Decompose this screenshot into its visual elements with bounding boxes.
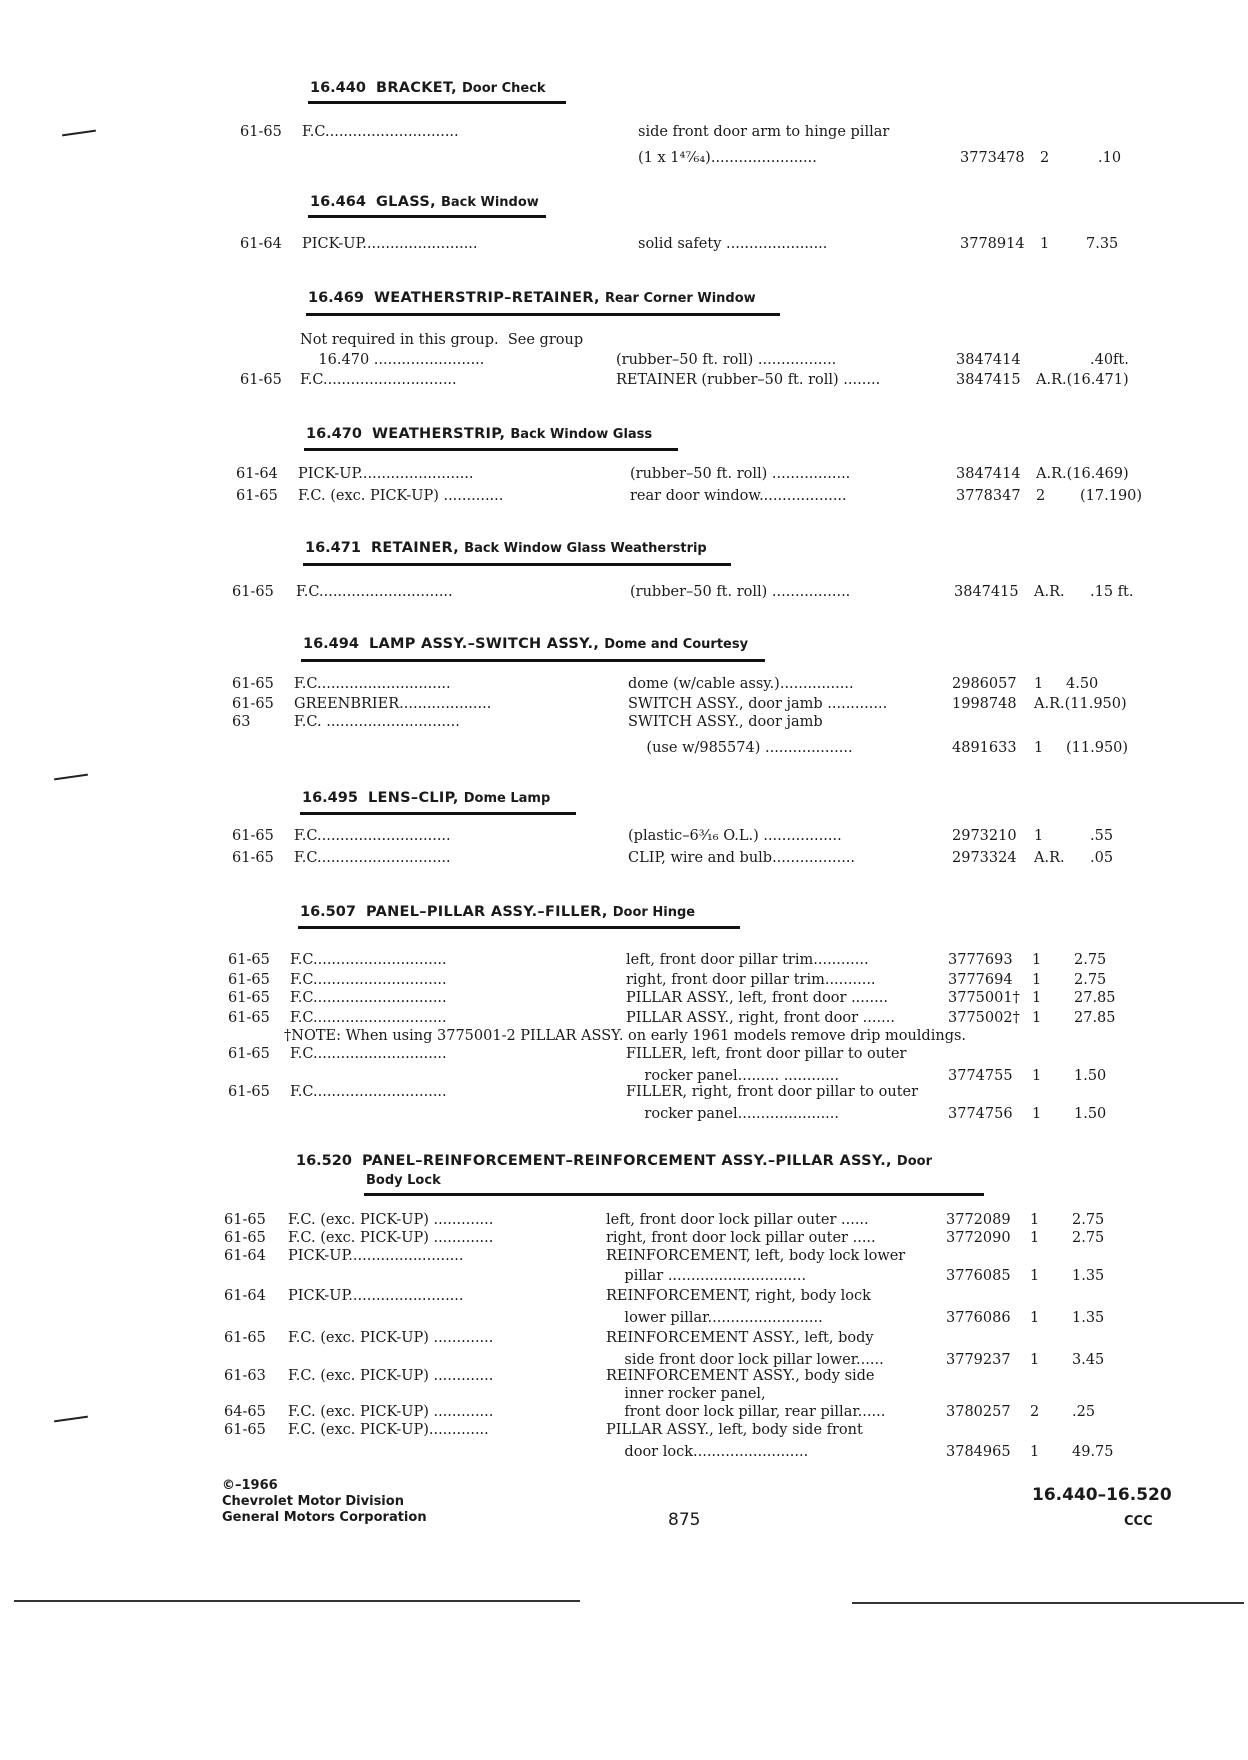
section-header bbox=[300, 904, 695, 920]
part-number: 3775002† bbox=[948, 1010, 1020, 1026]
group-range: 16.440–16.520 bbox=[1032, 1485, 1172, 1505]
price: .15 ft. bbox=[1090, 584, 1134, 600]
quantity: 1 bbox=[1032, 1106, 1042, 1122]
quantity: 1 bbox=[1030, 1268, 1040, 1284]
section-title: LAMP ASSY.–SWITCH ASSY., bbox=[368, 636, 600, 652]
model-year: 61-65 bbox=[228, 952, 270, 968]
quantity: A.R.(16.471) bbox=[1036, 372, 1129, 388]
section-subtitle: Door bbox=[896, 1154, 932, 1169]
section-title: BRACKET, bbox=[375, 80, 457, 96]
price: .05 bbox=[1090, 850, 1114, 866]
table-row bbox=[0, 1404, 1248, 1424]
table-row bbox=[0, 1288, 1248, 1308]
model-year: 61-65 bbox=[228, 1046, 270, 1062]
application: †NOTE: When using 3775001-2 PILLAR ASSY. on early 1961 models remove drip mouldings. bbox=[284, 1028, 967, 1044]
punch-mark bbox=[54, 774, 88, 781]
price: 27.85 bbox=[1074, 1010, 1116, 1026]
part-number: 3778914 bbox=[960, 236, 1025, 252]
quantity: 1 bbox=[1030, 1444, 1040, 1460]
section-header bbox=[296, 1153, 932, 1169]
quantity: A.R. bbox=[1034, 584, 1065, 600]
part-number: 3773478 bbox=[960, 150, 1025, 166]
table-row bbox=[0, 466, 1248, 486]
table-row bbox=[0, 332, 1248, 352]
part-number: 3772090 bbox=[946, 1230, 1011, 1246]
header-underline bbox=[303, 563, 731, 566]
quantity: 1 bbox=[1032, 990, 1042, 1006]
model-year: 61-65 bbox=[228, 1010, 270, 1026]
table-row bbox=[0, 990, 1248, 1010]
model-year: 61-65 bbox=[224, 1212, 266, 1228]
quantity: 1 bbox=[1034, 676, 1044, 692]
description: right, front door lock pillar outer ..... bbox=[606, 1230, 876, 1246]
model-year: 61-65 bbox=[232, 850, 274, 866]
application: F.C............................. bbox=[290, 1046, 447, 1062]
quantity: 1 bbox=[1030, 1352, 1040, 1368]
section-header bbox=[306, 426, 652, 442]
description: (rubber–50 ft. roll) ................. bbox=[616, 352, 837, 368]
table-row bbox=[0, 584, 1248, 604]
table-row bbox=[0, 1106, 1248, 1126]
description: REINFORCEMENT, right, body lock bbox=[606, 1288, 871, 1304]
description: (rubber–50 ft. roll) ................. bbox=[630, 584, 851, 600]
model-year: 61-64 bbox=[224, 1248, 266, 1264]
price: .40ft. bbox=[1090, 352, 1129, 368]
price: 3.45 bbox=[1072, 1352, 1105, 1368]
model-year: 61-63 bbox=[224, 1368, 266, 1384]
quantity: 1 bbox=[1032, 972, 1042, 988]
division: Chevrolet Motor Division bbox=[222, 1494, 404, 1509]
quantity: 1 bbox=[1032, 1068, 1042, 1084]
description: side front door arm to hinge pillar bbox=[638, 124, 890, 140]
table-row bbox=[0, 972, 1248, 992]
section-subtitle: Back Window Glass Weatherstrip bbox=[464, 541, 707, 556]
header-underline bbox=[364, 1193, 984, 1196]
application: PICK-UP......................... bbox=[302, 236, 478, 252]
table-row bbox=[0, 1046, 1248, 1066]
catalog-code: CCC bbox=[1124, 1514, 1153, 1529]
quantity: 1 bbox=[1034, 740, 1044, 756]
description: SWITCH ASSY., door jamb ............. bbox=[628, 696, 888, 712]
price: 7.35 bbox=[1086, 236, 1119, 252]
application: F.C. (exc. PICK-UP) ............. bbox=[288, 1404, 494, 1420]
application: PICK-UP......................... bbox=[298, 466, 474, 482]
description: PILLAR ASSY., left, body side front bbox=[606, 1422, 863, 1438]
quantity: A.R.(11.950) bbox=[1034, 696, 1127, 712]
quantity: A.R.(16.469) bbox=[1036, 466, 1129, 482]
part-number: 2986057 bbox=[952, 676, 1017, 692]
description: inner rocker panel, bbox=[606, 1386, 766, 1402]
price: .10 bbox=[1098, 150, 1122, 166]
price: (11.950) bbox=[1066, 740, 1129, 756]
table-row bbox=[0, 150, 1248, 170]
part-number: 3847414 bbox=[956, 352, 1021, 368]
description: rocker panel...................... bbox=[626, 1106, 840, 1122]
table-row bbox=[0, 1230, 1248, 1250]
bottom-rule-right bbox=[852, 1602, 1244, 1604]
application: F.C............................. bbox=[290, 952, 447, 968]
part-number: 2973324 bbox=[952, 850, 1017, 866]
section-number: 16.507 bbox=[300, 904, 356, 920]
section-header bbox=[308, 290, 756, 306]
price: 1.35 bbox=[1072, 1268, 1105, 1284]
model-year: 64-65 bbox=[224, 1404, 266, 1420]
description: FILLER, left, front door pillar to outer bbox=[626, 1046, 907, 1062]
description: lower pillar......................... bbox=[606, 1310, 823, 1326]
application: F.C............................. bbox=[300, 372, 457, 388]
corporation: General Motors Corporation bbox=[222, 1510, 427, 1525]
description: dome (w/cable assy.)................ bbox=[628, 676, 854, 692]
section-title: WEATHERSTRIP–RETAINER, bbox=[373, 290, 600, 306]
quantity: 1 bbox=[1030, 1230, 1040, 1246]
description: (plastic–6³⁄₁₆ O.L.) ................. bbox=[628, 828, 842, 844]
price: 49.75 bbox=[1072, 1444, 1114, 1460]
publisher-block bbox=[222, 1478, 427, 1526]
quantity: 1 bbox=[1034, 828, 1044, 844]
quantity: 1 bbox=[1030, 1212, 1040, 1228]
table-row bbox=[0, 696, 1248, 716]
model-year: 61-65 bbox=[232, 696, 274, 712]
part-number: 3775001† bbox=[948, 990, 1020, 1006]
part-number: 3779237 bbox=[946, 1352, 1011, 1368]
section-subtitle-2: Body Lock bbox=[366, 1173, 441, 1188]
section-subtitle: Door Hinge bbox=[612, 905, 696, 920]
table-row bbox=[0, 850, 1248, 870]
part-number: 1998748 bbox=[952, 696, 1017, 712]
model-year: 61-64 bbox=[236, 466, 278, 482]
header-underline bbox=[301, 659, 765, 662]
application: F.C. (exc. PICK-UP) ............. bbox=[288, 1230, 494, 1246]
model-year: 63 bbox=[232, 714, 251, 730]
section-title: PANEL–REINFORCEMENT–REINFORCEMENT ASSY.–PILLAR ASSY., bbox=[361, 1153, 892, 1169]
section-subtitle: Rear Corner Window bbox=[604, 291, 756, 306]
section-header bbox=[310, 80, 546, 96]
price: 2.75 bbox=[1074, 952, 1107, 968]
section-number: 16.440 bbox=[310, 80, 366, 96]
part-number: 3774755 bbox=[948, 1068, 1013, 1084]
description: FILLER, right, front door pillar to outer bbox=[626, 1084, 919, 1100]
header-underline bbox=[308, 101, 566, 104]
quantity: 1 bbox=[1032, 1010, 1042, 1026]
model-year: 61-65 bbox=[224, 1330, 266, 1346]
section-number: 16.520 bbox=[296, 1153, 352, 1169]
application: F.C............................. bbox=[290, 972, 447, 988]
application: F.C. ............................. bbox=[294, 714, 460, 730]
header-underline bbox=[304, 448, 678, 451]
table-row bbox=[0, 1422, 1248, 1442]
table-row bbox=[0, 352, 1248, 372]
section-header bbox=[303, 636, 748, 652]
application: Not required in this group. See group bbox=[300, 332, 584, 348]
section-title: RETAINER, bbox=[370, 540, 460, 556]
model-year: 61-65 bbox=[232, 584, 274, 600]
application: PICK-UP......................... bbox=[288, 1288, 464, 1304]
description: REINFORCEMENT ASSY., left, body bbox=[606, 1330, 874, 1346]
section-title: GLASS, bbox=[375, 194, 436, 210]
section-number: 16.495 bbox=[302, 790, 358, 806]
section-subtitle-line2 bbox=[366, 1172, 441, 1188]
description: (1 x 1⁴⁷⁄₆₄)....................... bbox=[638, 150, 817, 166]
table-row bbox=[0, 952, 1248, 972]
description: (use w/985574) ................... bbox=[628, 740, 853, 756]
section-subtitle: Dome Lamp bbox=[463, 791, 551, 806]
model-year: 61-65 bbox=[240, 124, 282, 140]
application: F.C. (exc. PICK-UP) ............. bbox=[288, 1368, 494, 1384]
copyright: ©–1966 bbox=[222, 1478, 278, 1493]
model-year: 61-65 bbox=[224, 1422, 266, 1438]
description: rocker panel......... ............ bbox=[626, 1068, 840, 1084]
part-number: 3784965 bbox=[946, 1444, 1011, 1460]
part-number: 3776085 bbox=[946, 1268, 1011, 1284]
price: 2.75 bbox=[1074, 972, 1107, 988]
header-underline bbox=[308, 215, 546, 218]
table-row bbox=[0, 1444, 1248, 1464]
description: rear door window................... bbox=[630, 488, 847, 504]
part-number: 4891633 bbox=[952, 740, 1017, 756]
table-row bbox=[0, 124, 1248, 144]
application: F.C............................. bbox=[290, 1010, 447, 1026]
table-row bbox=[0, 714, 1248, 734]
table-row bbox=[0, 828, 1248, 848]
model-year: 61-65 bbox=[228, 990, 270, 1006]
section-number: 16.470 bbox=[306, 426, 362, 442]
section-title: PANEL–PILLAR ASSY.–FILLER, bbox=[365, 904, 608, 920]
quantity: 1 bbox=[1032, 952, 1042, 968]
quantity: 1 bbox=[1030, 1310, 1040, 1326]
description: CLIP, wire and bulb.................. bbox=[628, 850, 856, 866]
description: SWITCH ASSY., door jamb bbox=[628, 714, 823, 730]
quantity: 2 bbox=[1036, 488, 1046, 504]
application: F.C. (exc. PICK-UP) ............. bbox=[288, 1330, 494, 1346]
description: pillar .............................. bbox=[606, 1268, 807, 1284]
part-number: 3774756 bbox=[948, 1106, 1013, 1122]
application: F.C............................. bbox=[294, 676, 451, 692]
model-year: 61-64 bbox=[224, 1288, 266, 1304]
table-row bbox=[0, 1310, 1248, 1330]
model-year: 61-65 bbox=[228, 1084, 270, 1100]
application: F.C. (exc. PICK-UP) ............. bbox=[288, 1212, 494, 1228]
model-year: 61-64 bbox=[240, 236, 282, 252]
part-number: 3772089 bbox=[946, 1212, 1011, 1228]
section-header bbox=[310, 194, 539, 210]
model-year: 61-65 bbox=[232, 828, 274, 844]
table-row bbox=[0, 1212, 1248, 1232]
price: .25 bbox=[1072, 1404, 1096, 1420]
table-row bbox=[0, 1268, 1248, 1288]
description: right, front door pillar trim........... bbox=[626, 972, 876, 988]
application: F.C............................. bbox=[294, 850, 451, 866]
application: F.C. (exc. PICK-UP)............. bbox=[288, 1422, 489, 1438]
header-underline bbox=[300, 812, 576, 815]
table-row bbox=[0, 740, 1248, 760]
table-row bbox=[0, 488, 1248, 508]
part-number: 3778347 bbox=[956, 488, 1021, 504]
description: door lock......................... bbox=[606, 1444, 809, 1460]
bottom-rule-left bbox=[14, 1600, 580, 1602]
application: 16.470 ........................ bbox=[300, 352, 485, 368]
quantity: A.R. bbox=[1034, 850, 1065, 866]
section-number: 16.494 bbox=[303, 636, 359, 652]
description: (rubber–50 ft. roll) ................. bbox=[630, 466, 851, 482]
description: PILLAR ASSY., right, front door ....... bbox=[626, 1010, 895, 1026]
quantity: 1 bbox=[1040, 236, 1050, 252]
part-number: 3780257 bbox=[946, 1404, 1011, 1420]
application: F.C. (exc. PICK-UP) ............. bbox=[298, 488, 504, 504]
price: 2.75 bbox=[1072, 1212, 1105, 1228]
application: F.C............................. bbox=[296, 584, 453, 600]
table-row bbox=[0, 1330, 1248, 1350]
price: 1.50 bbox=[1074, 1106, 1107, 1122]
part-number: 3847414 bbox=[956, 466, 1021, 482]
quantity: 2 bbox=[1040, 150, 1050, 166]
section-subtitle: Door Check bbox=[462, 81, 546, 96]
description: PILLAR ASSY., left, front door ........ bbox=[626, 990, 888, 1006]
description: REINFORCEMENT, left, body lock lower bbox=[606, 1248, 906, 1264]
description: front door lock pillar, rear pillar...... bbox=[606, 1404, 886, 1420]
header-underline bbox=[298, 926, 740, 929]
table-row bbox=[0, 1028, 1248, 1048]
price: 4.50 bbox=[1066, 676, 1099, 692]
model-year: 61-65 bbox=[232, 676, 274, 692]
description: RETAINER (rubber–50 ft. roll) ........ bbox=[616, 372, 881, 388]
part-number: 3776086 bbox=[946, 1310, 1011, 1326]
section-number: 16.469 bbox=[308, 290, 364, 306]
model-year: 61-65 bbox=[224, 1230, 266, 1246]
application: F.C............................. bbox=[302, 124, 459, 140]
section-number: 16.464 bbox=[310, 194, 366, 210]
price: 1.35 bbox=[1072, 1310, 1105, 1326]
price: 27.85 bbox=[1074, 990, 1116, 1006]
page-number: 875 bbox=[668, 1510, 701, 1530]
description: left, front door lock pillar outer ...... bbox=[606, 1212, 869, 1228]
part-number: 3777693 bbox=[948, 952, 1013, 968]
section-title: LENS–CLIP, bbox=[367, 790, 459, 806]
model-year: 61-65 bbox=[240, 372, 282, 388]
section-subtitle: Back Window bbox=[440, 195, 539, 210]
section-number: 16.471 bbox=[305, 540, 361, 556]
header-underline bbox=[306, 313, 780, 316]
application: F.C............................. bbox=[290, 990, 447, 1006]
price: 2.75 bbox=[1072, 1230, 1105, 1246]
description: REINFORCEMENT ASSY., body side bbox=[606, 1368, 875, 1384]
section-subtitle: Dome and Courtesy bbox=[604, 637, 749, 652]
price: 1.50 bbox=[1074, 1068, 1107, 1084]
application: PICK-UP......................... bbox=[288, 1248, 464, 1264]
table-row bbox=[0, 1084, 1248, 1104]
table-row bbox=[0, 236, 1248, 256]
model-year: 61-65 bbox=[236, 488, 278, 504]
description: left, front door pillar trim............ bbox=[626, 952, 869, 968]
section-header bbox=[302, 790, 550, 806]
description: solid safety ...................... bbox=[638, 236, 828, 252]
table-row bbox=[0, 1248, 1248, 1268]
price: (17.190) bbox=[1080, 488, 1143, 504]
model-year: 61-65 bbox=[228, 972, 270, 988]
table-row bbox=[0, 1010, 1248, 1030]
application: GREENBRIER.................... bbox=[294, 696, 492, 712]
part-number: 3847415 bbox=[954, 584, 1019, 600]
table-row bbox=[0, 1368, 1248, 1388]
section-title: WEATHERSTRIP, bbox=[371, 426, 506, 442]
table-row bbox=[0, 372, 1248, 392]
application: F.C............................. bbox=[294, 828, 451, 844]
description: side front door lock pillar lower...... bbox=[606, 1352, 884, 1368]
application: F.C............................. bbox=[290, 1084, 447, 1100]
part-number: 2973210 bbox=[952, 828, 1017, 844]
part-number: 3847415 bbox=[956, 372, 1021, 388]
table-row bbox=[0, 1386, 1248, 1406]
table-row bbox=[0, 676, 1248, 696]
quantity: 2 bbox=[1030, 1404, 1040, 1420]
price: .55 bbox=[1090, 828, 1114, 844]
section-subtitle: Back Window Glass bbox=[510, 427, 653, 442]
part-number: 3777694 bbox=[948, 972, 1013, 988]
section-header bbox=[305, 540, 707, 556]
